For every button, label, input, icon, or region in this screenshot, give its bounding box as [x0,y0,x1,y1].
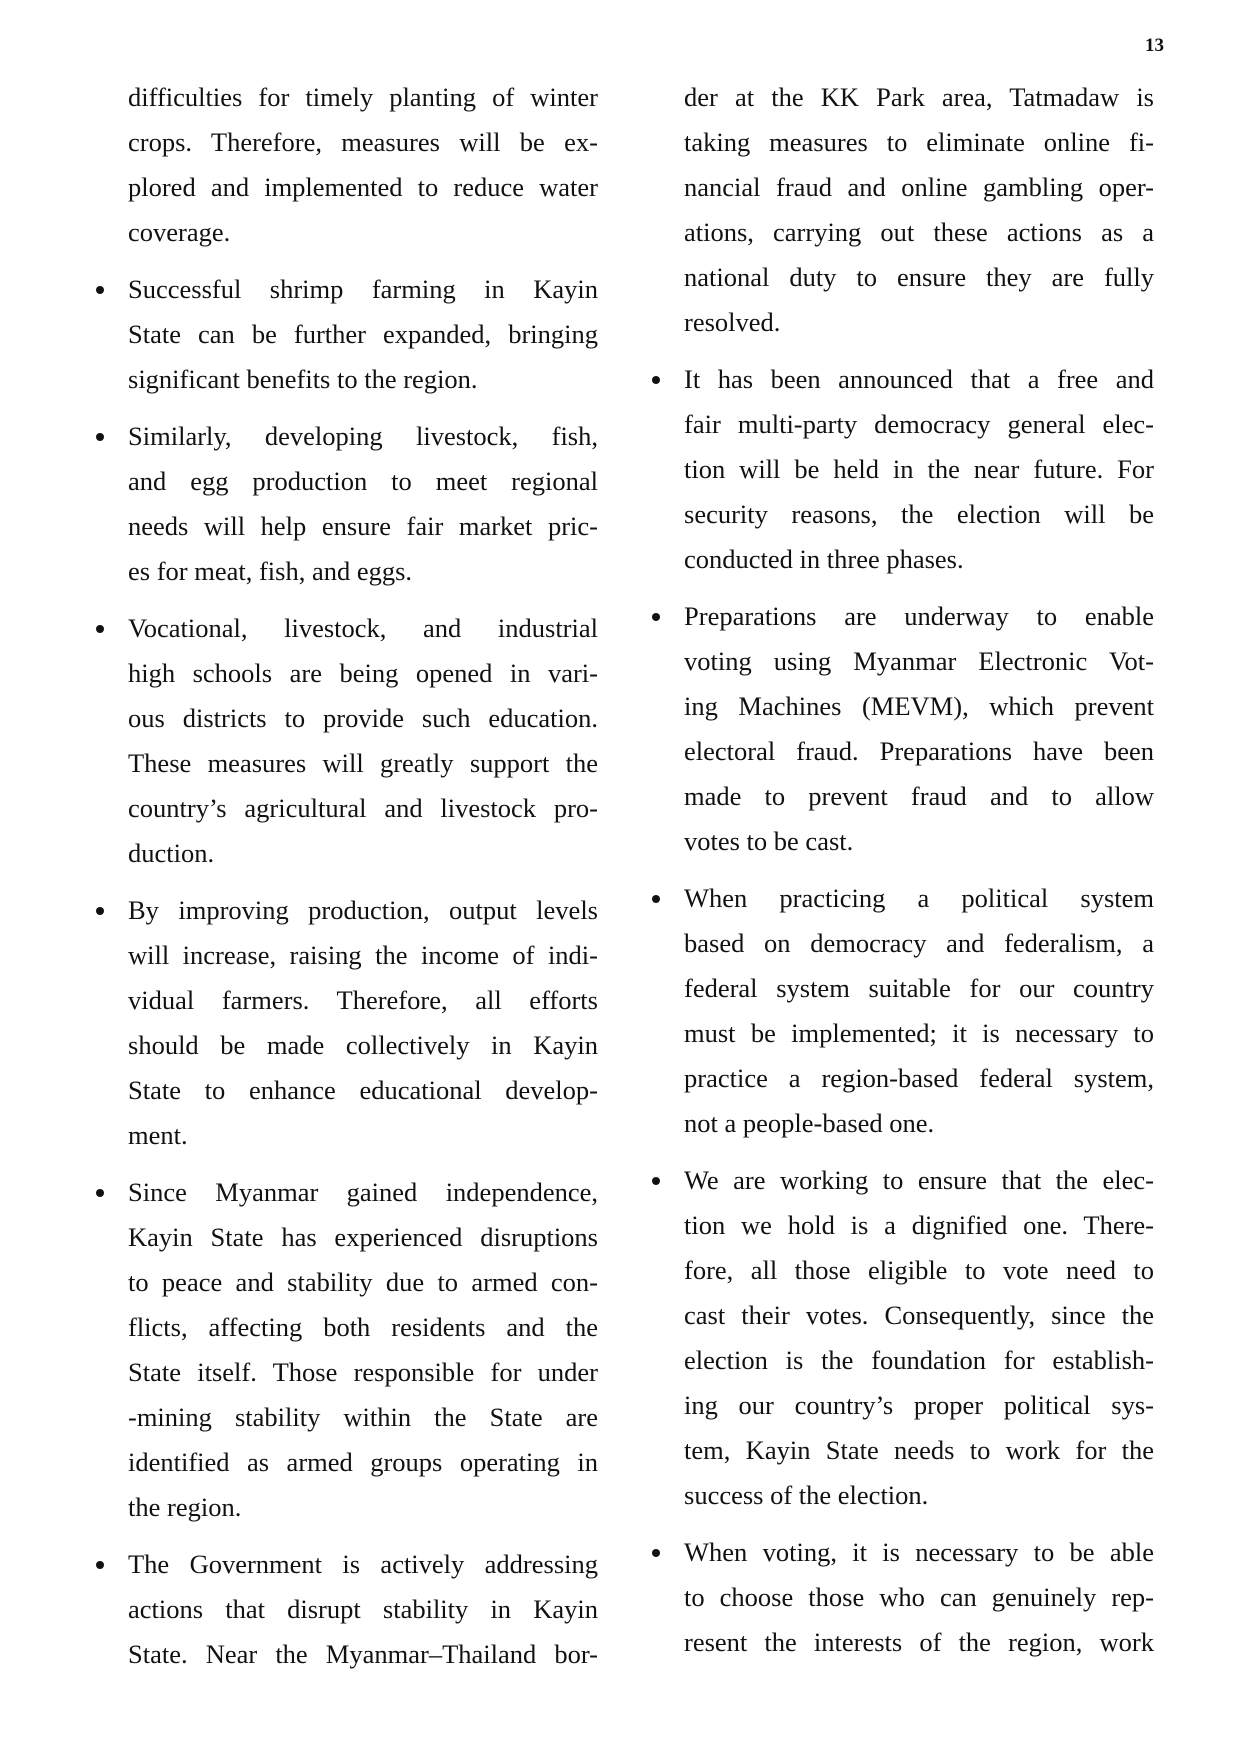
bullet-item [128,414,598,594]
text-line: flicts, affecting both residents and the [128,1312,598,1342]
text-line: to peace and stability due to armed con- [128,1267,598,1297]
text-line: We are working to ensure that the elec- [684,1165,1154,1195]
bullet-icon [90,1170,110,1215]
text-line: The Government is actively addressing [128,1549,598,1579]
text-line: ing Machines (MEVM), which prevent [684,691,1154,721]
text-line: actions that disrupt stability in Kayin [128,1594,598,1624]
text-line: Kayin State has experienced disruptions [128,1222,598,1252]
text-line: practice a region-based federal system, [684,1063,1154,1093]
bullet-icon [646,1158,666,1203]
bullet-item [684,594,1154,864]
text-line: based on democracy and federalism, a [684,928,1154,958]
text-line: success of the election. [684,1480,929,1510]
text-line: security reasons, the election will be [684,499,1154,529]
bullet-item [128,1542,598,1677]
paragraph-text [128,414,598,594]
bullet-item [128,1170,598,1530]
text-line: not a people-based one. [684,1108,935,1138]
paragraph-text [128,1542,598,1677]
bullet-item [684,1530,1154,1665]
bullet-item [684,1158,1154,1518]
text-line: taking measures to eliminate online fi- [684,127,1154,157]
text-line: ations, carrying out these actions as a [684,217,1154,247]
bullet-item [684,357,1154,582]
paragraph-text [684,75,1154,345]
text-line: These measures will greatly support the [128,748,598,778]
paragraph-text [684,876,1154,1146]
text-line: election is the foundation for establish- [684,1345,1154,1375]
text-line: crops. Therefore, measures will be ex- [128,127,598,157]
text-line: tion we hold is a dignified one. There- [684,1210,1154,1240]
text-line: made to prevent fraud and to allow [684,781,1154,811]
bullet-item [128,267,598,402]
text-line: Successful shrimp farming in Kayin [128,274,598,304]
paragraph-text [684,357,1154,582]
text-line: duction. [128,838,215,868]
text-line: must be implemented; it is necessary to [684,1018,1154,1048]
continued-paragraph [128,75,598,255]
text-line: significant benefits to the region. [128,364,478,394]
text-line: -mining stability within the State are [128,1402,598,1432]
bullet-icon [90,1542,110,1587]
bullet-icon [90,414,110,459]
paragraph-text [128,888,598,1158]
text-line: should be made collectively in Kayin [128,1030,598,1060]
bullet-item [684,876,1154,1146]
paragraph-text [128,267,598,402]
page-number: 13 [1145,35,1164,56]
paragraph-text [684,594,1154,864]
bullet-icon [646,594,666,639]
bullet-icon [646,357,666,402]
paragraph-text [684,1530,1154,1665]
bullet-icon [90,606,110,651]
text-line: difficulties for timely planting of winter [128,82,598,112]
text-line: ment. [128,1120,188,1150]
text-line: When practicing a political system [684,883,1154,913]
continued-paragraph [684,75,1154,345]
text-line: es for meat, fish, and eggs. [128,556,413,586]
text-line: cast their votes. Consequently, since the [684,1300,1154,1330]
text-line: federal system suitable for our country [684,973,1154,1003]
text-line: country’s agricultural and livestock pro- [128,793,598,823]
text-line: nancial fraud and online gambling oper- [684,172,1154,202]
text-line: der at the KK Park area, Tatmadaw is [684,82,1154,112]
text-line: resolved. [684,307,781,337]
text-line: tem, Kayin State needs to work for the [684,1435,1154,1465]
paragraph-text [128,75,598,255]
text-line: national duty to ensure they are fully [684,262,1154,292]
text-line: State can be further expanded, bringing [128,319,598,349]
text-line: conducted in three phases. [684,544,964,574]
text-line: needs will help ensure fair market pric- [128,511,598,541]
bullet-item [128,606,598,876]
text-line: voting using Myanmar Electronic Vot- [684,646,1154,676]
text-line: vidual farmers. Therefore, all efforts [128,985,598,1015]
bullet-icon [646,1530,666,1575]
text-line: resent the interests of the region, work [684,1627,1154,1657]
text-line: coverage. [128,217,231,247]
text-line: ing our country’s proper political sys- [684,1390,1154,1420]
right-column [684,75,1154,1677]
paragraph-text [684,1158,1154,1518]
left-column [128,75,598,1689]
text-line: tion will be held in the near future. For [684,454,1154,484]
text-line: fair multi-party democracy general elec- [684,409,1154,439]
text-line: State to enhance educational develop- [128,1075,598,1105]
text-line: to choose those who can genuinely rep- [684,1582,1154,1612]
text-line: Since Myanmar gained independence, [128,1177,598,1207]
text-line: By improving production, output levels [128,895,598,925]
text-line: the region. [128,1492,242,1522]
paragraph-text [128,1170,598,1530]
text-line: plored and implemented to reduce water [128,172,598,202]
text-line: It has been announced that a free and [684,364,1154,394]
bullet-item [128,888,598,1158]
paragraph-text [128,606,598,876]
bullet-icon [646,876,666,921]
text-line: will increase, raising the income of indi- [128,940,598,970]
text-line: identified as armed groups operating in [128,1447,598,1477]
text-line: high schools are being opened in vari- [128,658,598,688]
bullet-icon [90,267,110,312]
text-line: Preparations are underway to enable [684,601,1154,631]
text-line: electoral fraud. Preparations have been [684,736,1154,766]
text-line: fore, all those eligible to vote need to [684,1255,1154,1285]
text-line: State itself. Those responsible for under [128,1357,598,1387]
text-line: and egg production to meet regional [128,466,598,496]
text-line: ous districts to provide such education. [128,703,598,733]
text-line: votes to be cast. [684,826,854,856]
text-line: Vocational, livestock, and industrial [128,613,598,643]
text-line: State. Near the Myanmar–Thailand bor- [128,1639,598,1669]
bullet-icon [90,888,110,933]
text-line: When voting, it is necessary to be able [684,1537,1154,1567]
text-line: Similarly, developing livestock, fish, [128,421,598,451]
